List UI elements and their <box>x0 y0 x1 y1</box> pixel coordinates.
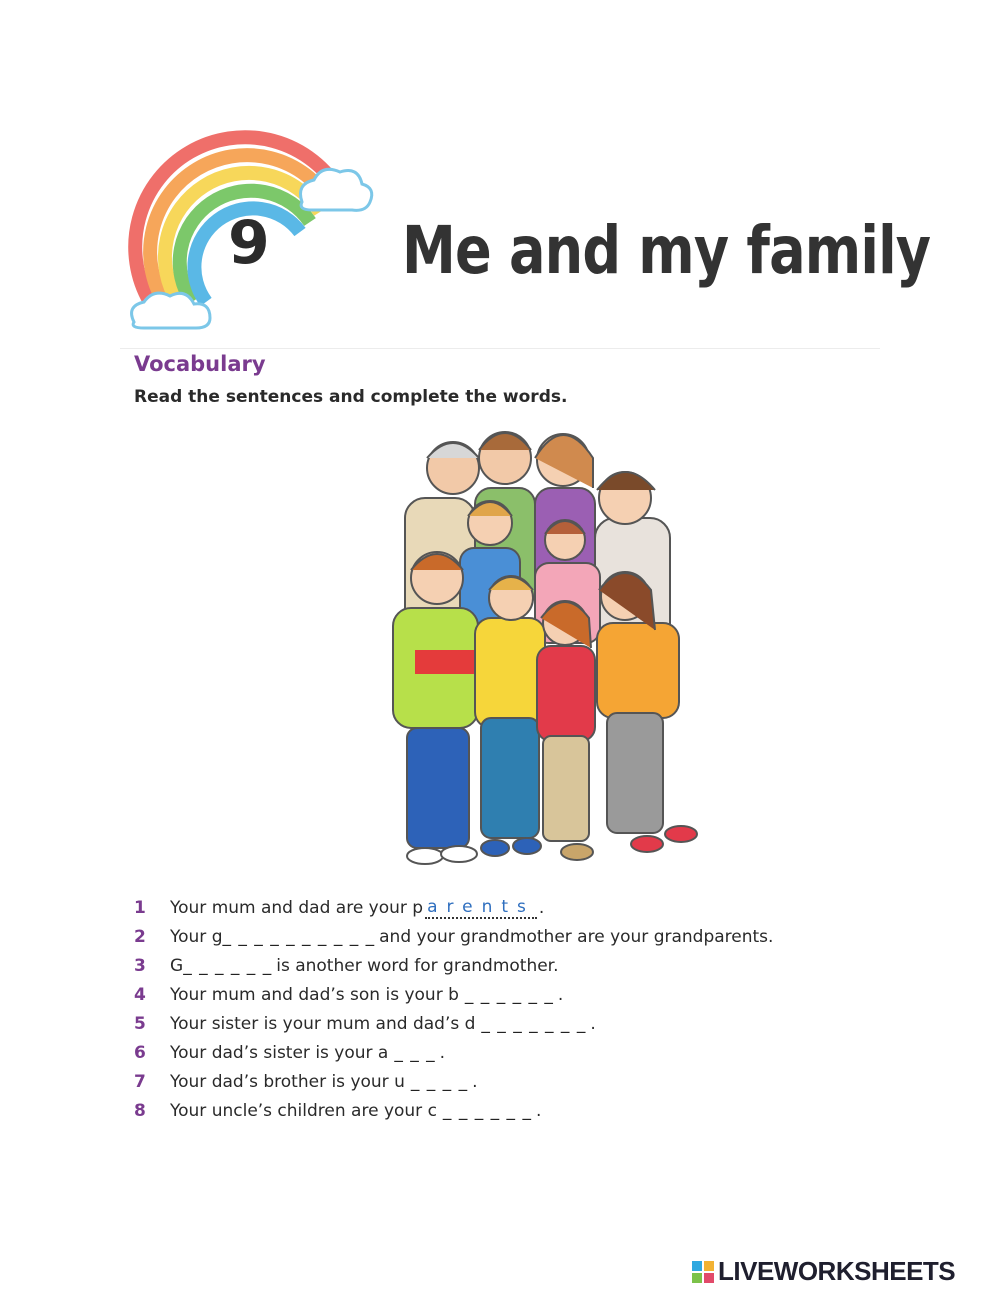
answer-field[interactable]: _ _ _ _ _ _ <box>442 1100 532 1121</box>
page-title: Me and my family <box>402 212 931 289</box>
exercise-list <box>134 893 773 1125</box>
item-end: . <box>439 1042 446 1063</box>
item-text: Your mum and dad are your p <box>170 897 424 918</box>
item-number: 7 <box>134 1071 146 1092</box>
answer-field[interactable]: _ _ _ _ _ _ <box>183 955 273 976</box>
item-number: 2 <box>134 926 146 947</box>
item-text: Your mum and dad’s son is your b <box>170 984 459 1005</box>
list-item <box>134 980 773 1009</box>
item-end: is another word for grandmother. <box>276 955 559 976</box>
brand-name: LIVEWORKSHEETS <box>718 1256 956 1286</box>
divider <box>120 348 880 349</box>
item-text: Your dad’s brother is your u <box>170 1071 405 1092</box>
list-item <box>134 1096 773 1125</box>
item-end: . <box>557 984 564 1005</box>
answer-field[interactable]: _ _ _ _ <box>410 1071 469 1092</box>
family-illustration <box>385 418 705 873</box>
item-text: Your dad’s sister is your a <box>170 1042 389 1063</box>
item-end: . <box>472 1071 478 1092</box>
item-end: . <box>538 897 545 918</box>
item-number: 1 <box>134 897 146 918</box>
item-text: Your uncle’s children are your c <box>170 1100 437 1121</box>
brand-footer <box>692 1256 955 1287</box>
item-number: 4 <box>134 984 146 1005</box>
answer-field[interactable]: _ _ _ _ _ _ _ _ _ _ <box>222 926 376 947</box>
item-number: 6 <box>134 1042 146 1063</box>
item-text: Your g <box>170 926 223 947</box>
instruction-text: Read the sentences and complete the words. <box>134 387 568 407</box>
unit-number: 9 <box>228 208 270 278</box>
item-text: G <box>170 955 184 976</box>
item-text: Your sister is your mum and dad’s d <box>170 1013 476 1034</box>
answer-field[interactable]: _ _ _ _ _ _ _ <box>481 1013 587 1034</box>
list-item <box>134 893 773 922</box>
list-item <box>134 1009 773 1038</box>
item-number: 5 <box>134 1013 146 1034</box>
list-item <box>134 1038 773 1067</box>
item-end: . <box>535 1100 542 1121</box>
answer-field[interactable]: _ _ _ <box>394 1042 436 1063</box>
item-number: 8 <box>134 1100 146 1121</box>
liveworksheets-logo-icon <box>692 1261 714 1283</box>
answer-field[interactable]: _ _ _ _ _ _ <box>464 984 554 1005</box>
list-item <box>134 951 773 980</box>
list-item <box>134 1067 773 1096</box>
item-number: 3 <box>134 955 146 976</box>
item-end: . <box>590 1013 596 1034</box>
item-end: and your grandmother are your grandparents. <box>379 926 774 947</box>
answer-field[interactable]: arents <box>427 896 535 917</box>
section-title: Vocabulary <box>134 352 266 376</box>
list-item <box>134 922 773 951</box>
